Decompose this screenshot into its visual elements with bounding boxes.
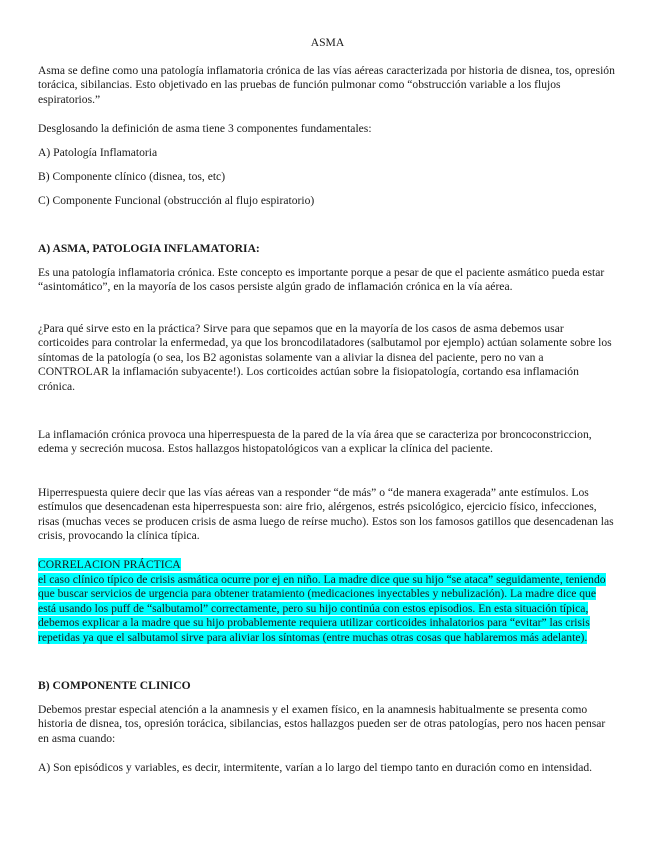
correlation-paragraph (38, 573, 616, 645)
component-item-b: B) Componente clínico (disnea, tos, etc) (38, 170, 226, 183)
correlation-heading (38, 558, 616, 572)
intro-summary: Desglosando la definición de asma tiene 3 componentes fundamentales: (38, 122, 372, 135)
component-item-a: A) Patología Inflamatoria (38, 146, 158, 159)
intro-paragraph: Asma se define como una patología inflamatoria crónica de las vías aéreas caracterizada por historia de disnea, tos, opresión torácica, sibilancias. Esto objetivado en las pruebas de función pulmonar como “obstrucción variable a los flujos espiratorios.” (38, 64, 615, 106)
correlation-heading-text: CORRELACION PRÁCTICA (38, 558, 181, 571)
section-a-paragraph-2: ¿Para qué sirve esto en la práctica? Sirve para que sepamos que en la mayoría de los casos de asma debemos usar corticoides para controlar la enfermedad, ya que los broncodilatadores (salbutamol por ejemplo) actúan solamente sobre los síntomas de la patología (o sea, los B2 agonistas solamente van a aliviar la disnea del paciente, pero no van a CONTROLAR la inflamación subyacente!). Los corticoides actúan sobre la fisiopatología, cortando esa inflamación crónica. (38, 322, 612, 393)
section-a-heading: A) ASMA, PATOLOGIA INFLAMATORIA: (38, 242, 260, 255)
page-title: ASMA (310, 36, 345, 49)
section-a-paragraph-4: Hiperrespuesta quiere decir que las vías aéreas van a responder “de más” o “de manera exagerada” ante estímulos. Los estímulos que desencadenan esta hiperrespuesta son: aire frio, alérgenos, estrés psicológico, ejercicio físico, infecciones, risas (muchas veces se producen crisis de asma luego de reírse mucho). Estos son los famosos gatillos que desencadenan las crisis, provocando la clínica típica. (38, 486, 614, 543)
section-b-heading: B) COMPONENTE CLINICO (38, 679, 191, 692)
section-b-paragraph-1: Debemos prestar especial atención a la anamnesis y el examen físico, en la anamnesis habitualmente se presenta como historia de disnea, tos, opresión torácica, sibilancias, estos hallazgos pueden ser de otras patologías, pero nos hacen pensar en asma cuando: (38, 703, 606, 745)
component-item-c: C) Componente Funcional (obstrucción al flujo espiratorio) (38, 194, 315, 207)
correlation-text: el caso clínico típico de crisis asmática ocurre por ej en niño. La madre dice que su hijo “se ataca” seguidamente, teniendo que buscar servicios de urgencia para obtener tratamiento (medicaciones inyectables y nebulización). La madre dice que está usando los puff de “salbutamol” correctamente, pero su hijo continúa con estos episodios. En esta situación típica, debemos explicar a la madre que su hijo probablemente requiera utilizar corticoides inhalatorios para “evitar” las crisis repetidas ya que el salbutamol sirve para aliviar los síntomas (entre muchas otras cosas que hablaremos más adelante). (38, 573, 606, 644)
section-a-paragraph-3: La inflamación crónica provoca una hiperrespuesta de la pared de la vía área que se caracteriza por broncoconstriccion, edema y secreción mucosa. Estos hallazgos histopatológicos van a explicar la clínica del paciente. (38, 428, 592, 456)
section-b-paragraph-2: A) Son episódicos y variables, es decir, intermitente, varían a lo largo del tiempo tanto en duración como en intensidad. (38, 761, 593, 774)
section-a-paragraph-1: Es una patología inflamatoria crónica. Este concepto es importante porque a pesar de que el paciente asmático pueda estar “asintomático”, en la mayoría de los casos persiste algún grado de inflamación crónica en la vía aérea. (38, 266, 605, 294)
